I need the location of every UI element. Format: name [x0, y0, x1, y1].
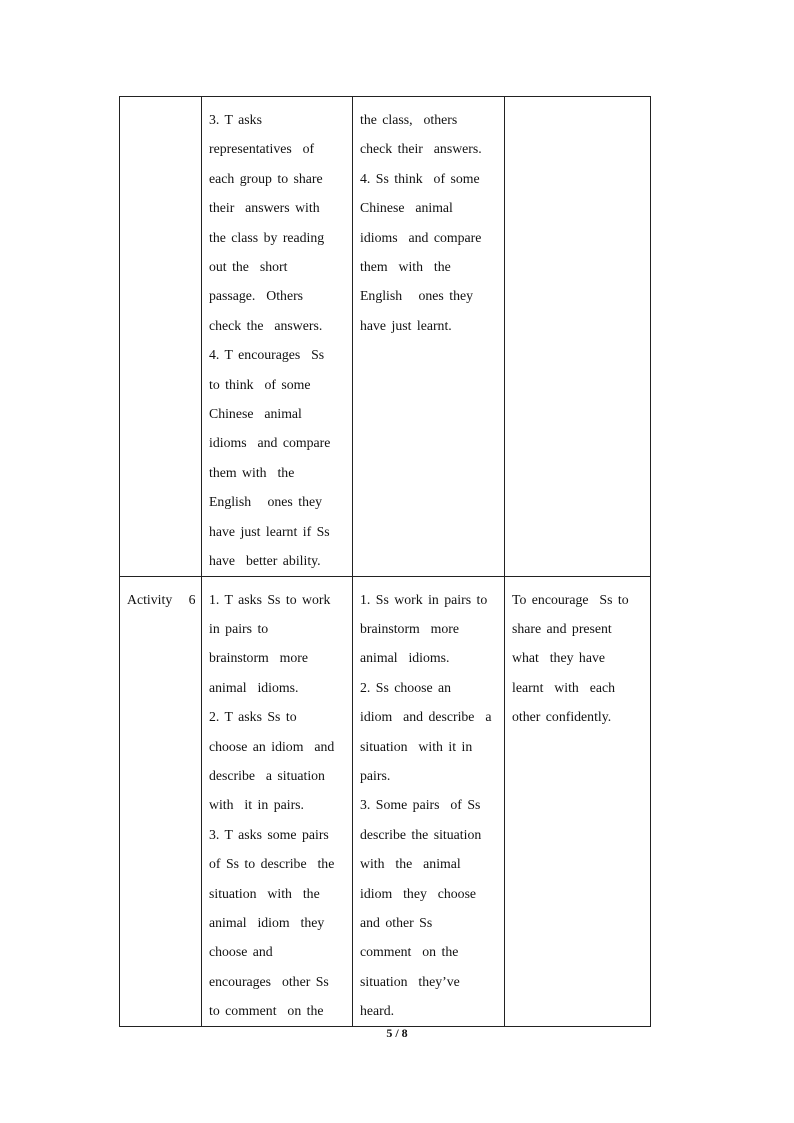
teacher-line: encourages other Ss	[209, 973, 329, 989]
purpose-line: other confidently.	[512, 709, 612, 725]
teacher-line: 2. T asks Ss to	[209, 709, 297, 725]
student-line: English ones they	[360, 288, 473, 304]
teacher-line: the class by reading	[209, 229, 325, 245]
student-line: the class, others	[360, 112, 458, 127]
teacher-line: to comment on the	[209, 1003, 324, 1019]
teacher-line: animal idioms.	[209, 679, 299, 695]
teacher-line: check the answers.	[209, 317, 323, 333]
student-line: with the animal	[360, 856, 461, 872]
teacher-line: passage. Others	[209, 288, 304, 304]
purpose-cell	[505, 97, 651, 577]
teacher-line: each group to share	[209, 170, 323, 186]
teacher-line: representatives of	[209, 141, 315, 157]
table-row	[120, 576, 651, 1026]
student-line: brainstorm more	[360, 620, 460, 636]
teacher-line: describe a situation	[209, 767, 325, 783]
teacher-line: out the short	[209, 259, 288, 275]
teacher-line: brainstorm more	[209, 650, 309, 666]
teacher-line: choose an idiom and	[209, 738, 335, 754]
teacher-line: to think of some	[209, 376, 311, 392]
student-line: 4. Ss think of some	[360, 170, 480, 186]
teacher-line: have better ability.	[209, 553, 321, 569]
student-line: Chinese animal	[360, 200, 453, 216]
student-line: 1. Ss work in pairs to	[360, 591, 488, 607]
activity-label: Activity 6	[127, 591, 195, 607]
teacher-line: animal idiom they	[209, 914, 325, 930]
teacher-activity-cell	[202, 97, 353, 577]
purpose-line: share and present	[512, 620, 612, 636]
student-activity-cell	[353, 97, 505, 577]
teacher-line: them with the	[209, 464, 295, 480]
teacher-line: in pairs to	[209, 620, 269, 636]
teacher-activity-cell	[202, 576, 353, 1026]
teacher-line: 3. T asks	[209, 112, 262, 127]
activity-cell	[120, 97, 202, 577]
lesson-plan-table	[119, 96, 651, 1027]
student-line: animal idioms.	[360, 650, 450, 666]
teacher-line: situation with the	[209, 885, 320, 901]
teacher-line: 3. T asks some pairs	[209, 826, 329, 842]
student-line: them with the	[360, 259, 451, 275]
teacher-line: their answers with	[209, 200, 320, 216]
teacher-line: idioms and compare	[209, 435, 331, 451]
student-line: heard.	[360, 1003, 395, 1019]
page-number: 5 / 8	[386, 1026, 408, 1040]
student-line: check their answers.	[360, 141, 482, 157]
teacher-line: 1. T asks Ss to work	[209, 591, 331, 607]
teacher-line: English ones they	[209, 494, 322, 510]
purpose-line: learnt with each	[512, 679, 616, 695]
activity-cell	[120, 576, 202, 1026]
teacher-line: Chinese animal	[209, 406, 302, 422]
student-line: situation with it in	[360, 738, 473, 754]
purpose-line: what they have	[512, 650, 605, 666]
student-line: idiom and describe a	[360, 709, 492, 725]
teacher-line: of Ss to describe the	[209, 856, 335, 872]
student-line: situation they’ve	[360, 973, 460, 989]
student-line: 2. Ss choose an	[360, 679, 452, 695]
purpose-line: To encourage Ss to	[512, 591, 629, 607]
student-line: comment on the	[360, 944, 459, 960]
teacher-line: 4. T encourages Ss	[209, 347, 325, 363]
student-activity-cell	[353, 576, 505, 1026]
student-line: and other Ss	[360, 914, 433, 930]
student-line: idiom they choose	[360, 885, 477, 901]
student-line: pairs.	[360, 767, 391, 783]
table-row	[120, 97, 651, 577]
student-line: 3. Some pairs of Ss	[360, 797, 481, 813]
student-line: idioms and compare	[360, 229, 482, 245]
teacher-line: with it in pairs.	[209, 797, 304, 813]
teacher-line: have just learnt if Ss	[209, 523, 330, 539]
student-line: have just learnt.	[360, 317, 452, 333]
student-line: describe the situation	[360, 826, 482, 842]
teacher-line: choose and	[209, 944, 273, 960]
purpose-cell	[505, 576, 651, 1026]
